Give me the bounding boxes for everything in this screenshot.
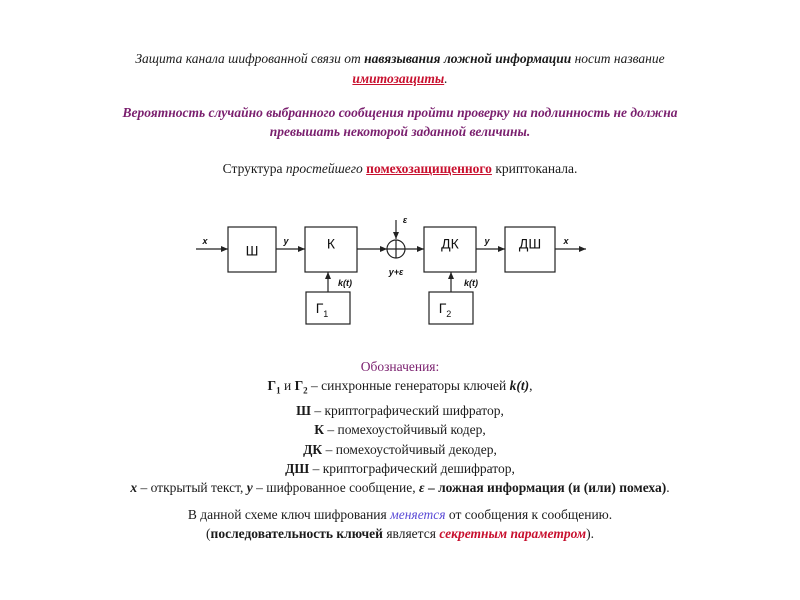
legend-sh: Ш – криптографический шифратор,	[296, 403, 504, 419]
label-x-in: x	[202, 236, 208, 246]
block-sh-label: Ш	[245, 242, 259, 259]
label-kt-1: k(t)	[338, 278, 352, 288]
label-kt-2: k(t)	[464, 278, 478, 288]
closing-key-sequence: последовательность ключей	[210, 526, 383, 541]
legend-dsh: ДШ – криптографический дешифратор,	[285, 460, 515, 476]
closing-secret-parameter: секретным параметром	[439, 526, 587, 541]
structure-cryptochannel: криптоканала	[491, 161, 574, 176]
label-y-2: y	[484, 236, 490, 246]
closing-changes: меняется	[390, 507, 446, 522]
intro-imitation-protection: имитозащиты	[352, 71, 445, 86]
legend-dk: ДК – помехоустойчивый декодер,	[303, 441, 497, 457]
structure-text-1: Структура	[222, 161, 286, 176]
block-dsh-label: ДШ	[518, 235, 542, 252]
block-g2	[429, 292, 473, 324]
legend	[0, 357, 800, 497]
structure-simplest: простейшего	[285, 161, 363, 176]
intro-text-5: .	[444, 71, 448, 86]
closing-paragraph	[0, 505, 800, 543]
intro-text-1: Защита канала шифрованной связи от	[135, 51, 365, 66]
probability-line-1: Вероятность случайно выбранного сообщения пройти проверку на подлинность не должна	[122, 105, 678, 120]
label-y-eps: y+ε	[388, 267, 404, 277]
legend-generators: $Г_1$ и $Г_2$ – синхронные генераторы ключей k(t),	[267, 378, 533, 396]
intro-text-3: носит название	[571, 51, 665, 66]
label-y-1: y	[283, 236, 289, 246]
block-k-label: К	[326, 235, 336, 252]
closing-line-2: (последовательность ключей является секретным параметром).	[206, 526, 594, 541]
structure-period: .	[573, 161, 578, 176]
label-x-out: x	[563, 236, 569, 246]
probability-line-2: превышать некоторой заданной величины.	[269, 124, 531, 139]
block-dk-label: ДК	[441, 235, 459, 252]
block-g1	[306, 292, 350, 324]
structure-noise-protected: помехозащищенного	[366, 161, 492, 176]
closing-line-1: В данной схеме ключ шифрования меняется от сообщения к сообщению.	[187, 507, 613, 522]
block-g1-label: $Г_1$	[315, 300, 329, 319]
legend-title: Обозначения:	[360, 359, 440, 374]
block-g2-label: $Г_2$	[438, 300, 452, 319]
intro-false-info: навязывания ложной информации	[364, 51, 572, 66]
legend-k: К – помехоустойчивый кодер,	[314, 422, 486, 438]
label-eps: ε	[402, 215, 408, 225]
legend-symbols: x – открытый текст, y – шифрованное сообщение, ε – ложная информация (и (или) помеха).	[130, 479, 670, 495]
